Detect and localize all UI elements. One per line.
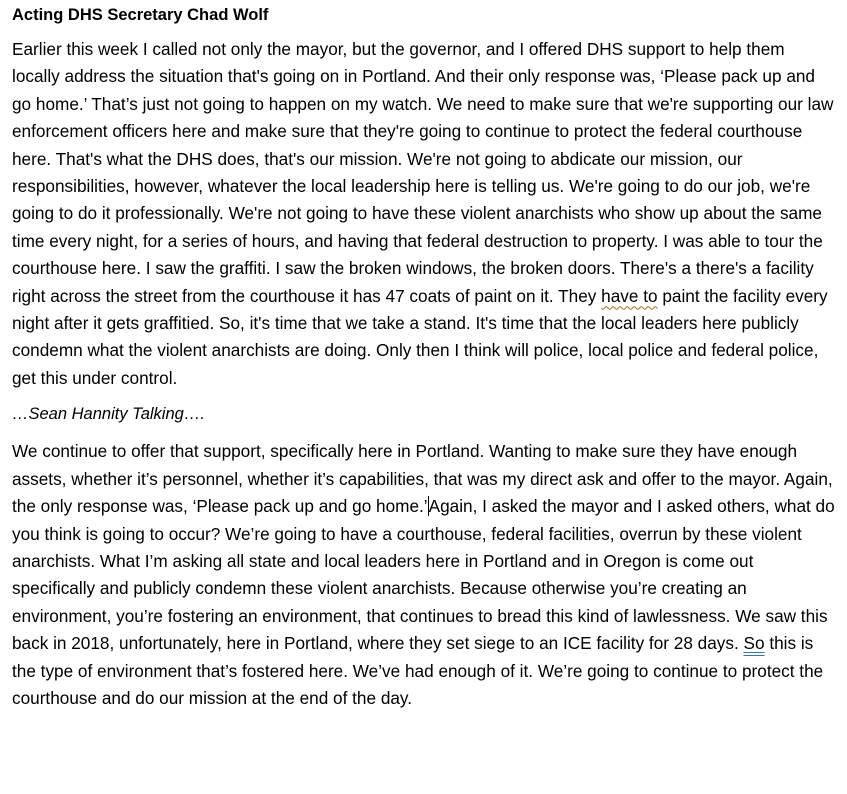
paragraph-1[interactable] [12, 36, 835, 392]
paragraph-2[interactable] [12, 438, 835, 712]
document-heading: Acting DHS Secretary Chad Wolf [12, 6, 269, 24]
paragraph-2-text-c: this is the type of environment that’s fostered here. We’ve had enough of it. We’re going to continue to protect the courthouse and do our mission at the end of the day. [12, 633, 824, 708]
speaker-aside: …Sean Hannity Talking…. [12, 405, 205, 424]
paragraph-1-text-a: Earlier this week I called not only the mayor, but the governor, and I offered DHS support to help them locally address the situation that's going on in Portland. And their only response was, ‘Please pack up and go home.’ That’s just not going to happen on my watch. We need to make sure that we're supporting our law enforcement officers here and make sure that they're going to continue to protect the federal courthouse here. That's what the DHS does, that's our mission. We're not going to abdicate our mission, our responsibilities, however, whatever the local leadership here is telling us. We're going to do our job, we're going to do it professionally. We're not going to have these violent anarchists who show up about the same time every night, for a series of hours, and having that federal destruction to property. I was able to tour the courthouse here. I saw the graffiti. I saw the broken windows, the broken doors. There's a there's a facility right across the street from the courthouse it has 47 coats of paint on it. They [12, 39, 834, 306]
paragraph-2-text-b: Again, I asked the mayor and I asked others, what do you think is going to occur? We’re going to have a courthouse, federal facilities, overrun by these violent anarchists. What I’m asking all state and local leaders here in Portland and in Oregon is come out specifically and publicly condemn these violent anarchists. Because otherwise you’re creating an environment, you’re fostering an environment, that continues to bread this kind of lawlessness. We saw this back in 2018, unfortunately, here in Portland, where they set siege to an ICE facility for 28 days. [12, 496, 835, 654]
paragraph-2-text-a: We continue to offer that support, specifically here in Portland. Wanting to make sure they have enough assets, whether it’s personnel, whether it’s capabilities, that was my direct ask and offer to the mayor. Again, the only response was, ‘Please pack up and go home.’ [12, 441, 833, 517]
paragraph-1-text-b: paint the facility every night after it gets graffitied. So, it's time that we take a stand. It's time that the local leaders here publicly condemn what the violent anarchists are doing. Only then I think will police, local police and federal police, get this under control. [12, 285, 828, 388]
grammar-flag-so[interactable]: So [743, 633, 765, 654]
grammar-flag-have-to[interactable]: have to [601, 285, 658, 306]
